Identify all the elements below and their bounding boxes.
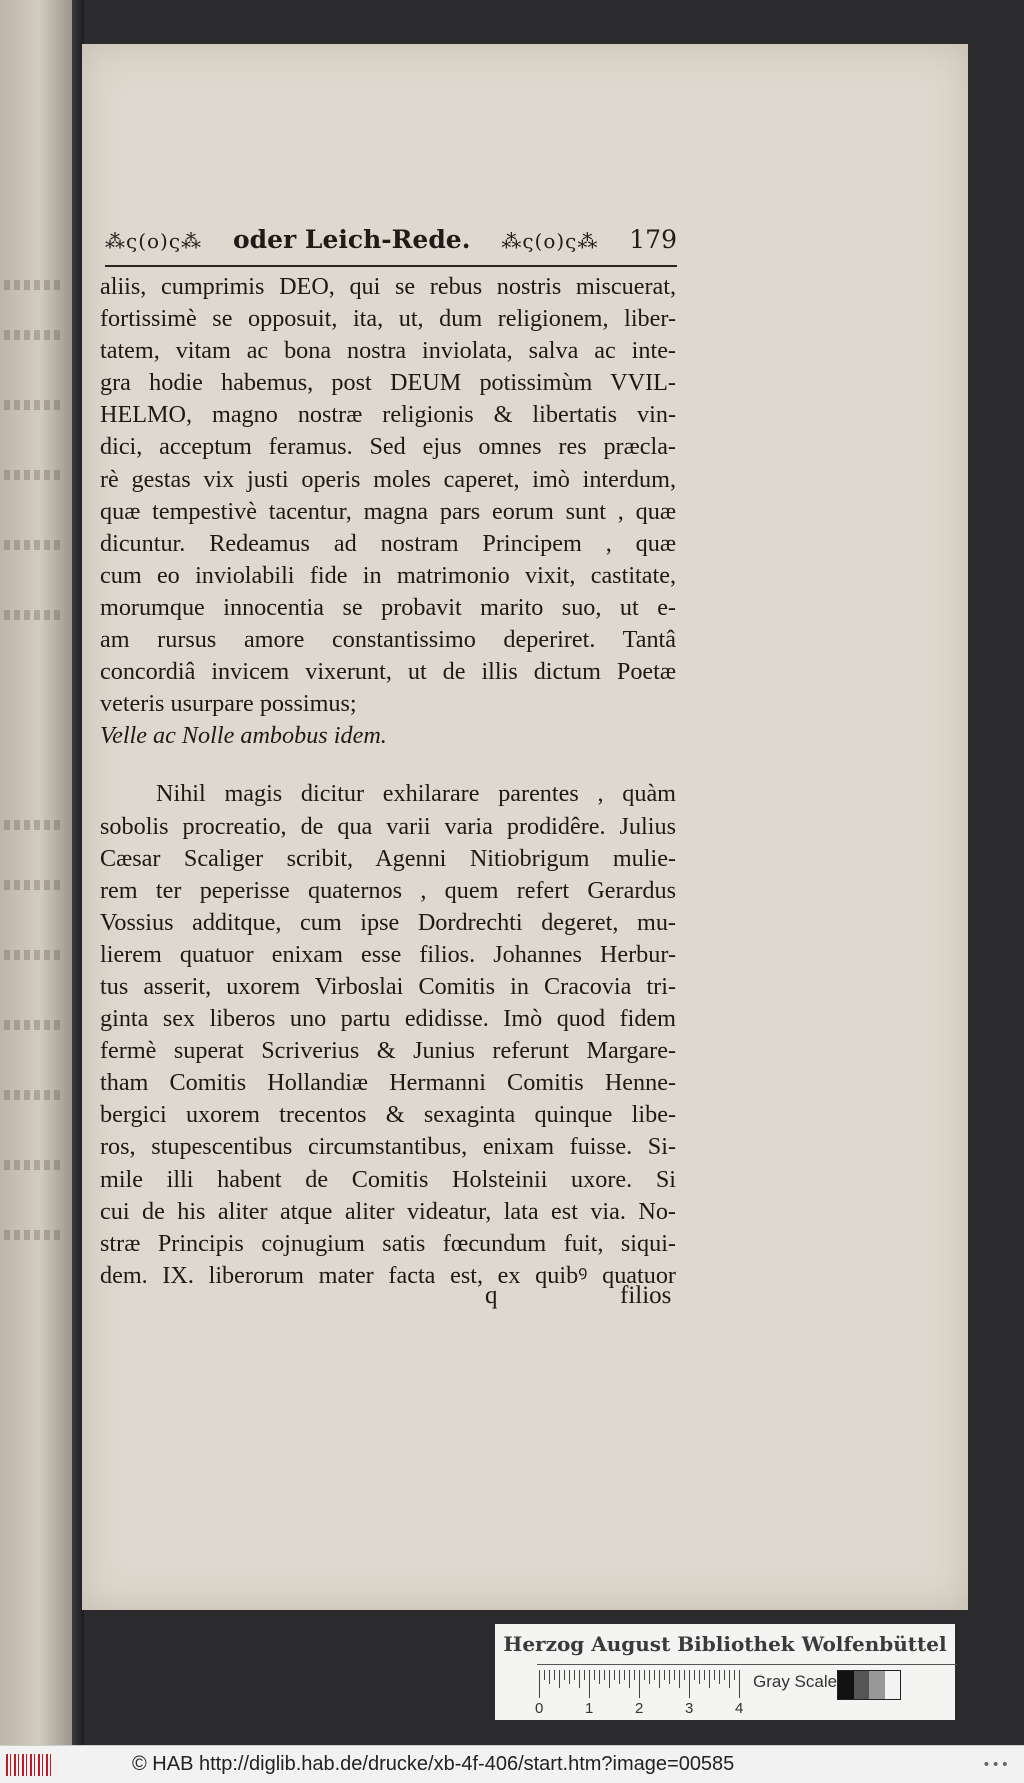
scale-tick bbox=[684, 1670, 685, 1680]
scale-tick bbox=[539, 1670, 540, 1698]
scale-tick bbox=[659, 1670, 660, 1688]
bleed-through-line bbox=[4, 330, 64, 340]
scale-tick bbox=[629, 1670, 630, 1688]
bleed-through-line bbox=[4, 280, 64, 290]
measurement-scale bbox=[535, 1670, 749, 1717]
paragraph-1 bbox=[100, 271, 676, 720]
more-menu-icon[interactable]: ••• bbox=[982, 1756, 1010, 1773]
text-line: Cæsar Scaliger scribit, Agenni Nitiobrigum mulie- bbox=[100, 844, 676, 872]
text-line: quæ tempestivè tacentur, magna pars eorum sunt , quæ bbox=[100, 497, 676, 525]
facing-page-edge bbox=[0, 0, 72, 1745]
text-line: cui de his aliter atque aliter videatur, lata est via. No- bbox=[100, 1197, 676, 1225]
gray-swatch-cell bbox=[885, 1671, 901, 1699]
scale-tick bbox=[669, 1670, 670, 1684]
text-line: concordiâ invicem vixerunt, ut de illis dictum Poetæ bbox=[100, 658, 676, 686]
bleed-through-line bbox=[4, 610, 64, 620]
paragraph-2 bbox=[100, 778, 676, 1292]
card-rule bbox=[537, 1664, 957, 1665]
text-line: tatem, vitam ac bona nostra inviolata, salva ac inte- bbox=[100, 337, 676, 365]
bleed-through-line bbox=[4, 1020, 64, 1030]
scale-tick bbox=[694, 1670, 695, 1680]
scale-tick bbox=[734, 1670, 735, 1680]
text-line: rè gestas vix justi operis moles caperet, imò interdum, bbox=[100, 465, 676, 493]
gray-swatch-cell bbox=[854, 1671, 870, 1699]
text-line: fortissimè se opposuit, ita, ut, dum religionem, liber- bbox=[100, 305, 676, 333]
text-line: sobolis procreatio, de qua varii varia prodidêre. Julius bbox=[100, 812, 676, 840]
hab-barcode-logo-icon[interactable] bbox=[6, 1754, 52, 1776]
text-line: ros, stupescentibus circumstantibus, enixam fuisse. Si- bbox=[100, 1133, 676, 1161]
scale-number: 2 bbox=[635, 1700, 644, 1717]
scale-tick bbox=[564, 1670, 565, 1680]
text-line: veteris usurpare possimus; bbox=[100, 690, 357, 718]
text-line: cum eo inviolabili fide in matrimonio vixit, castitate, bbox=[100, 561, 676, 589]
scale-tick bbox=[714, 1670, 715, 1680]
text-line: dici, acceptum feramus. Sed ejus omnes res præcla- bbox=[100, 433, 676, 461]
scale-tick bbox=[644, 1670, 645, 1680]
library-name: Herzog August Bibliothek Wolfenbüttel bbox=[503, 1632, 947, 1656]
scale-tick bbox=[729, 1670, 730, 1688]
text-line: morumque innocentia se probavit marito suo, ut e- bbox=[100, 593, 676, 621]
scale-tick bbox=[704, 1670, 705, 1680]
bleed-through-line bbox=[4, 400, 64, 410]
scale-tick bbox=[664, 1670, 665, 1680]
scale-tick bbox=[599, 1670, 600, 1684]
scale-tick bbox=[739, 1670, 740, 1698]
scale-tick bbox=[584, 1670, 585, 1680]
scale-tick bbox=[609, 1670, 610, 1688]
text-line: Vossius additque, cum ipse Dordrechti degeret, mu- bbox=[100, 908, 676, 936]
scale-tick bbox=[614, 1670, 615, 1680]
scale-tick bbox=[724, 1670, 725, 1680]
running-head bbox=[105, 225, 677, 267]
scale-tick bbox=[634, 1670, 635, 1680]
bleed-through-line bbox=[4, 880, 64, 890]
gray-swatch-cell bbox=[869, 1671, 885, 1699]
text-line: tham Comitis Hollandiæ Hermanni Comitis Henne- bbox=[100, 1069, 676, 1097]
gray-swatch-cell bbox=[838, 1671, 854, 1699]
scale-tick bbox=[624, 1670, 625, 1680]
scale-number: 3 bbox=[685, 1700, 694, 1717]
scale-tick bbox=[554, 1670, 555, 1680]
scale-tick bbox=[709, 1670, 710, 1688]
scale-tick bbox=[569, 1670, 570, 1684]
bleed-through-line bbox=[4, 470, 64, 480]
scale-number: 4 bbox=[735, 1700, 744, 1717]
scale-tick bbox=[549, 1670, 550, 1684]
page-text bbox=[100, 271, 676, 1292]
scale-tick bbox=[699, 1670, 700, 1684]
scale-tick bbox=[619, 1670, 620, 1684]
text-line: HELMO, magno nostræ religionis & libertatis vin- bbox=[100, 401, 676, 429]
scale-number: 1 bbox=[585, 1700, 594, 1717]
scale-tick bbox=[649, 1670, 650, 1684]
ornament-right: ⁂ς(o)ς⁂ bbox=[501, 229, 599, 253]
copyright-url[interactable]: © HAB http://diglib.hab.de/drucke/xb-4f-406/start.htm?image=00585 bbox=[132, 1753, 735, 1775]
bleed-through-line bbox=[4, 820, 64, 830]
scale-tick bbox=[589, 1670, 590, 1698]
signature-mark: q bbox=[485, 1282, 498, 1309]
verse-quotation: Velle ac Nolle ambobus idem. bbox=[100, 722, 387, 750]
ornament-left: ⁂ς(o)ς⁂ bbox=[105, 229, 203, 253]
scale-tick bbox=[559, 1670, 560, 1688]
text-line: bergici uxorem trecentos & sexaginta quinque libe- bbox=[100, 1101, 676, 1129]
scale-tick bbox=[654, 1670, 655, 1680]
bleed-through-line bbox=[4, 540, 64, 550]
bleed-through-line bbox=[4, 1090, 64, 1100]
scale-tick bbox=[719, 1670, 720, 1684]
scale-number: 0 bbox=[535, 1700, 544, 1717]
running-head-title: oder Leich-Rede. bbox=[232, 225, 471, 254]
scale-tick bbox=[674, 1670, 675, 1680]
text-line: ginta sex liberos uno partu edidisse. Imò quod fidem bbox=[100, 1005, 676, 1033]
text-line: dem. IX. liberorum mater facta est, ex quibꝰ quatuor bbox=[100, 1261, 676, 1289]
text-line: am rursus amore constantissimo deperiret. Tantâ bbox=[100, 626, 676, 654]
paragraph-gap bbox=[100, 752, 676, 778]
scale-tick bbox=[604, 1670, 605, 1680]
scale-tick bbox=[594, 1670, 595, 1680]
text-line: lierem quatuor enixam esse filios. Johannes Herbur- bbox=[100, 940, 676, 968]
text-line: mile illi habent de Comitis Holsteinii uxore. Si bbox=[100, 1165, 676, 1193]
gray-scale-swatch bbox=[837, 1670, 901, 1700]
bleed-through-line bbox=[4, 1160, 64, 1170]
text-line: tus asserit, uxorem Virboslai Comitis in Cracovia tri- bbox=[100, 972, 676, 1000]
scale-tick bbox=[544, 1670, 545, 1680]
scale-tick bbox=[639, 1670, 640, 1698]
text-line: aliis, cumprimis DEO, qui se rebus nostris miscuerat, bbox=[100, 273, 676, 300]
scale-tick bbox=[574, 1670, 575, 1680]
page-number: 179 bbox=[629, 225, 677, 254]
text-line: gra hodie habemus, post DEUM potissimùm VVIL- bbox=[100, 369, 676, 397]
catchword: filios bbox=[620, 1282, 672, 1309]
gray-scale-label: Gray Scale bbox=[753, 1672, 838, 1691]
bleed-through-line bbox=[4, 950, 64, 960]
bleed-through-line bbox=[4, 1230, 64, 1240]
scale-tick bbox=[689, 1670, 690, 1698]
text-line: rem ter peperisse quaternos , quem refert Gerardus bbox=[100, 876, 676, 904]
viewer-footer bbox=[0, 1745, 1024, 1783]
library-color-card bbox=[495, 1624, 955, 1720]
scale-tick bbox=[579, 1670, 580, 1688]
scale-tick bbox=[679, 1670, 680, 1688]
text-line: dicuntur. Redeamus ad nostram Principem , quæ bbox=[100, 529, 676, 557]
text-line: fermè superat Scriverius & Junius referunt Margare- bbox=[100, 1037, 676, 1065]
text-line: stræ Principis cojnugium satis fœcundum fuit, siqui- bbox=[100, 1229, 676, 1257]
text-line: Nihil magis dicitur exhilarare parentes , quàm bbox=[156, 780, 676, 808]
